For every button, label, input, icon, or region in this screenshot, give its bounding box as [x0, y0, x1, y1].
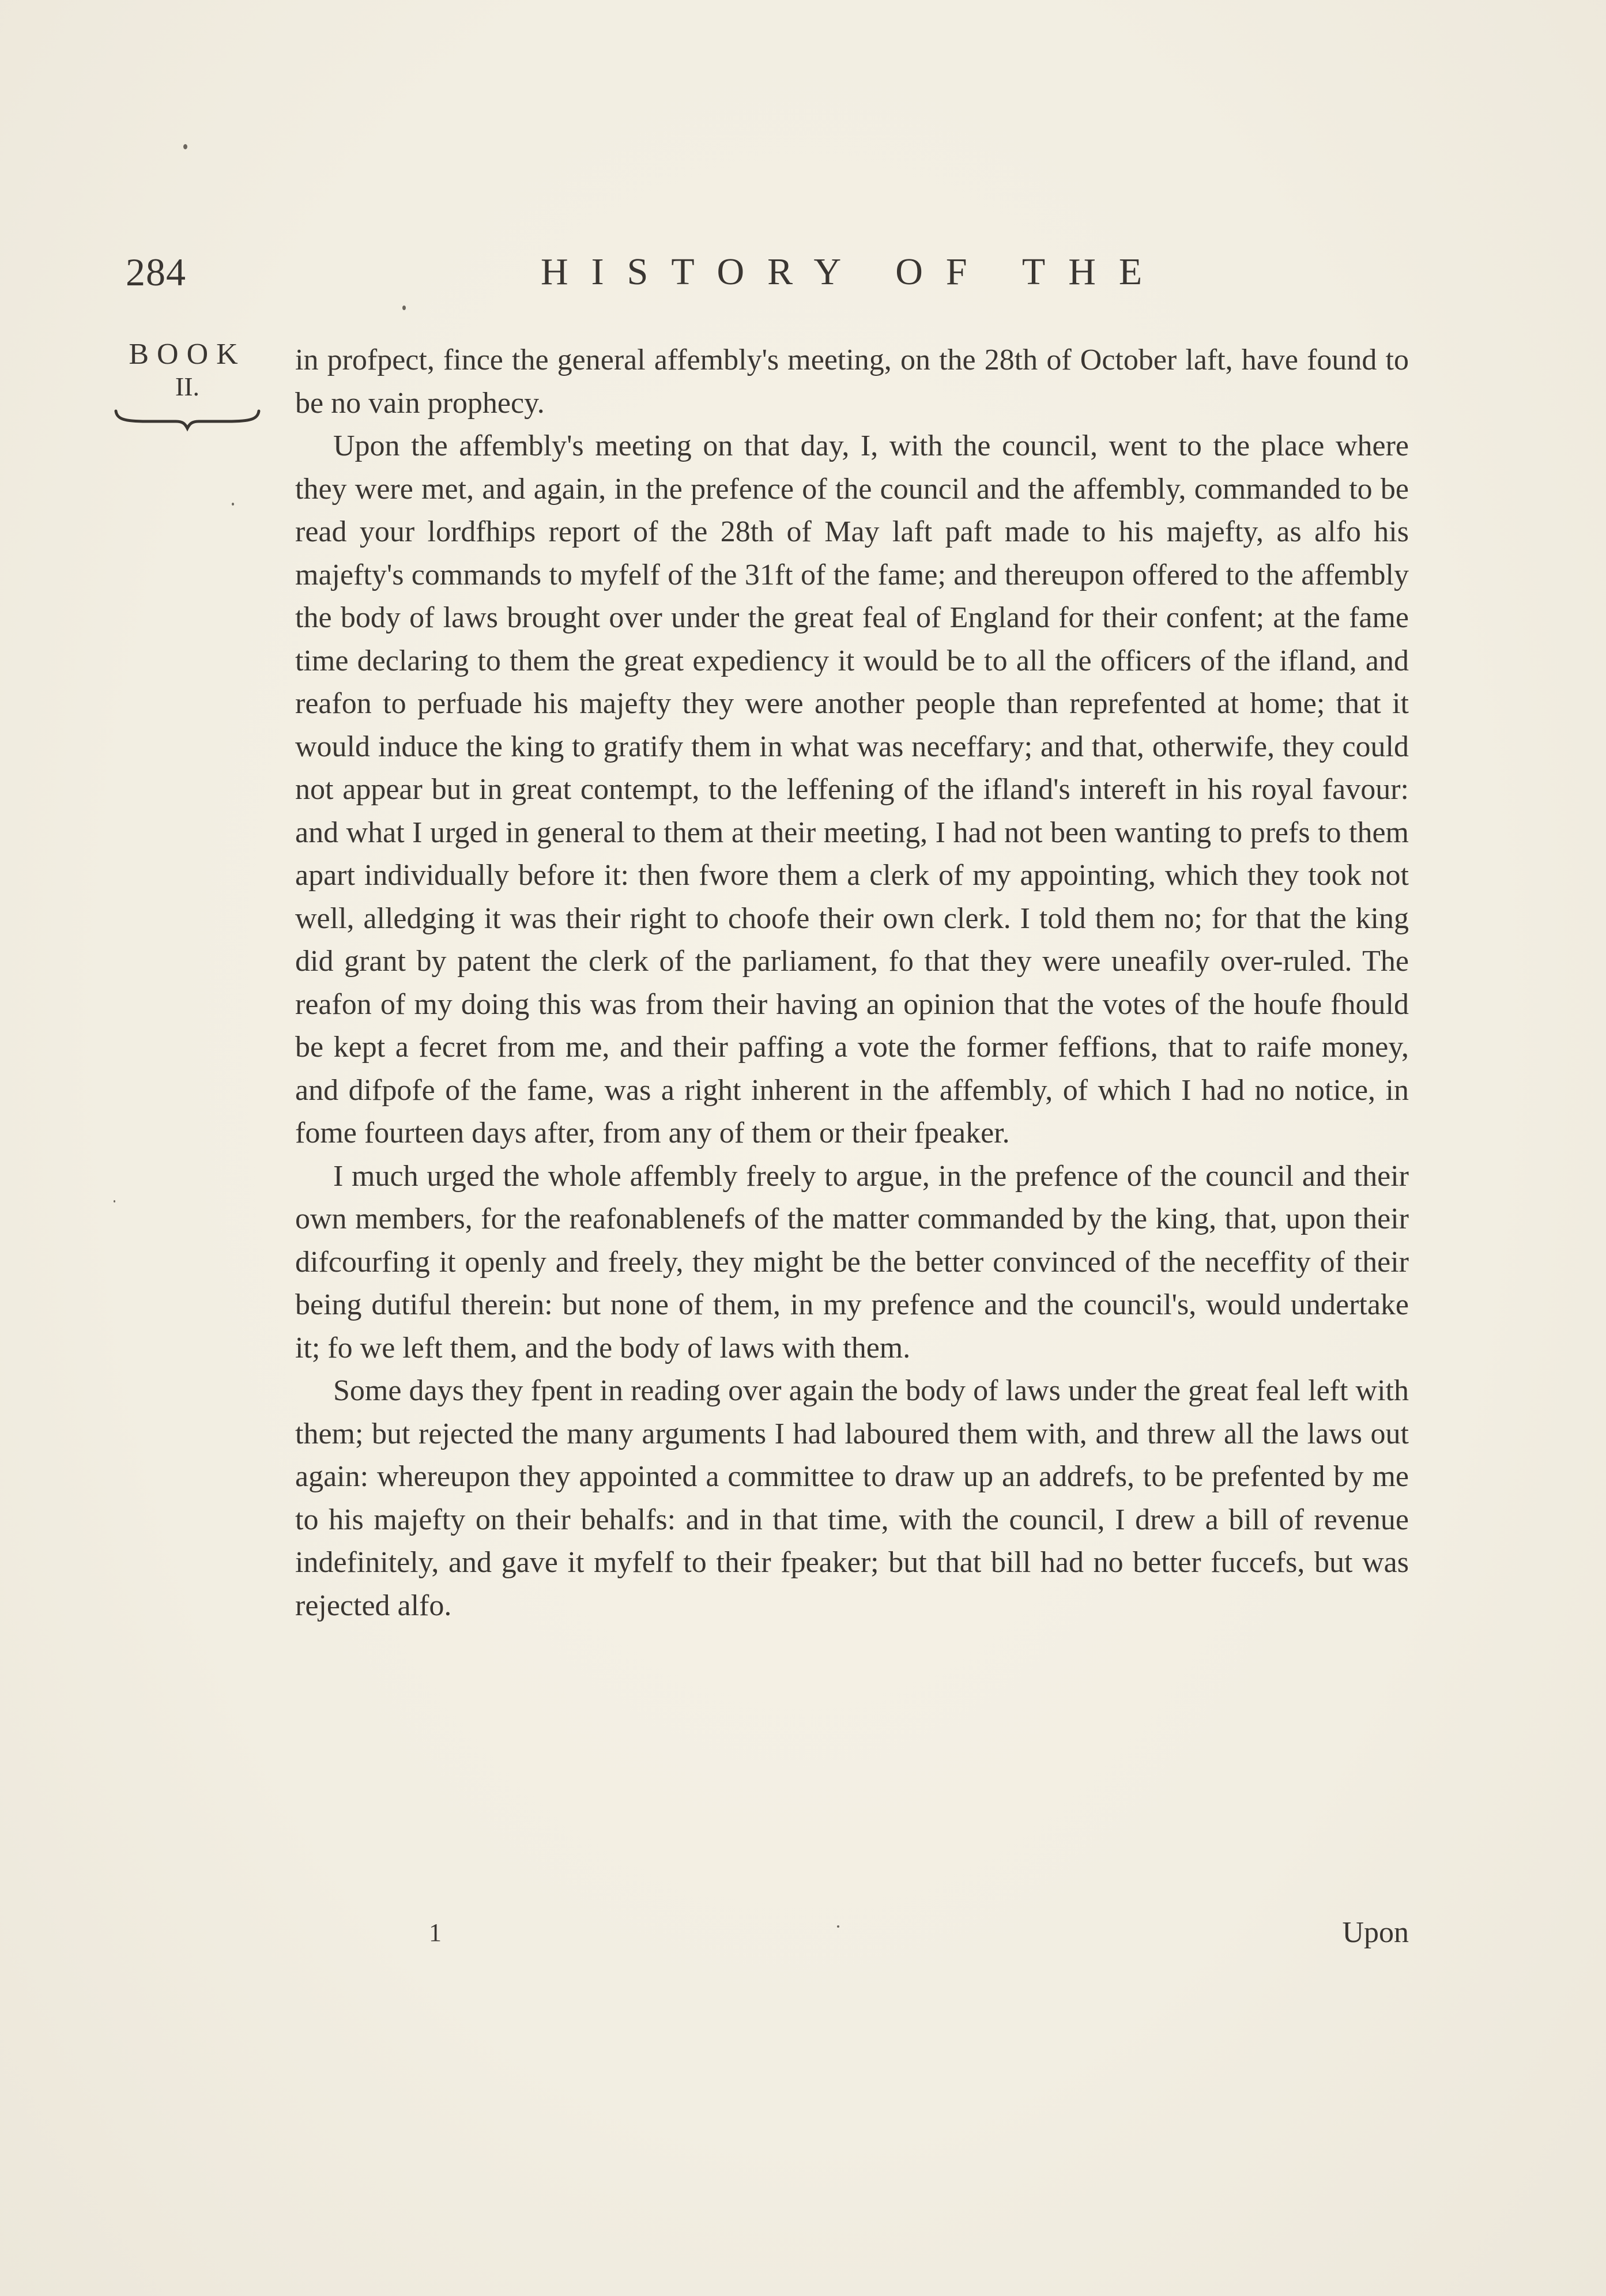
catchword: Upon — [1342, 1916, 1409, 1949]
paper-speck — [114, 1200, 115, 1202]
page-footer — [295, 1913, 1409, 1953]
running-head: HISTORY OF THE — [541, 251, 1166, 293]
paragraph: Upon the affembly's meeting on that day, I, with the council, went to the place where they were met, and again, in the prefence of the council and the affembly, commanded to be read your lordfhips report of the 28th of May laft paft made to his majefty, as alfo his majefty's commands to myfelf of the 31ft of the fame; and thereupon offered to the affembly the body of laws brought over under the great feal of England for their confent; at the fame time declaring to them the great expediency it would be to all the officers of the ifland, and reafon to perfuade his majefty they were another people than reprefented at home; that it would induce the king to gratify them in what was neceffary; and that, otherwife, they could not appear but in great contempt, to the leffening of the ifland's intereft in his royal favour: and what I urged in general to them at their meeting, I had not been wanting to prefs to them apart individually before it: then fwore them a clerk of my appointing, which they took not well, alledging it was their right to choofe their own clerk. I told them no; for that the king did grant by patent the clerk of the parliament, fo that they were uneafily over-ruled. The reafon of my doing this was from their having an opinion that the votes of the houfe fhould be kept a fecret from me, and their paffing a vote the former feffions, that to raife money, and difpofe of the fame, was a right inherent in the affembly, of which I had no notice, in fome fourteen days after, from any of them or their fpeaker. — [295, 429, 1409, 1149]
signature-mark: 1 — [429, 1918, 442, 1947]
margin-note — [112, 337, 262, 432]
page-header — [126, 249, 1405, 295]
paragraph: in profpect, fince the general affembly's meeting, on the 28th of October laft, have found to be no vain prophecy. — [295, 344, 1409, 420]
margin-book-label: BOOK — [129, 338, 246, 371]
margin-volume-label: II. — [175, 372, 200, 401]
paragraph: Some days they fpent in reading over again the body of laws under the great feal left with them; but rejected the many arguments I had laboured them with, and threw all the laws out again: whereupon they appointed a committee to draw up an addrefs, to be prefented by me to his majefty on their behalfs: and in that time, with the council, I drew a bill of revenue indefinitely, and gave it myfelf to their fpeaker; but that bill had no better fuccefs, but was rejected alfo. — [295, 1374, 1409, 1622]
paper-speck — [232, 503, 234, 506]
brace-ornament-icon — [112, 406, 262, 432]
paper-speck — [402, 306, 406, 310]
paper-speck — [183, 144, 187, 149]
page-number: 284 — [126, 250, 186, 294]
paragraph: I much urged the whole affembly freely to argue, in the prefence of the council and their own members, for the reafonablenefs of the matter commanded by the king, that, upon their difcourfing it openly and freely, they might be the better convinced of the neceffity of their being dutiful therein: but none of them, in my prefence and the council's, would undertake it; fo we left them, and the body of laws with them. — [295, 1159, 1409, 1364]
body-text — [295, 339, 1409, 1627]
